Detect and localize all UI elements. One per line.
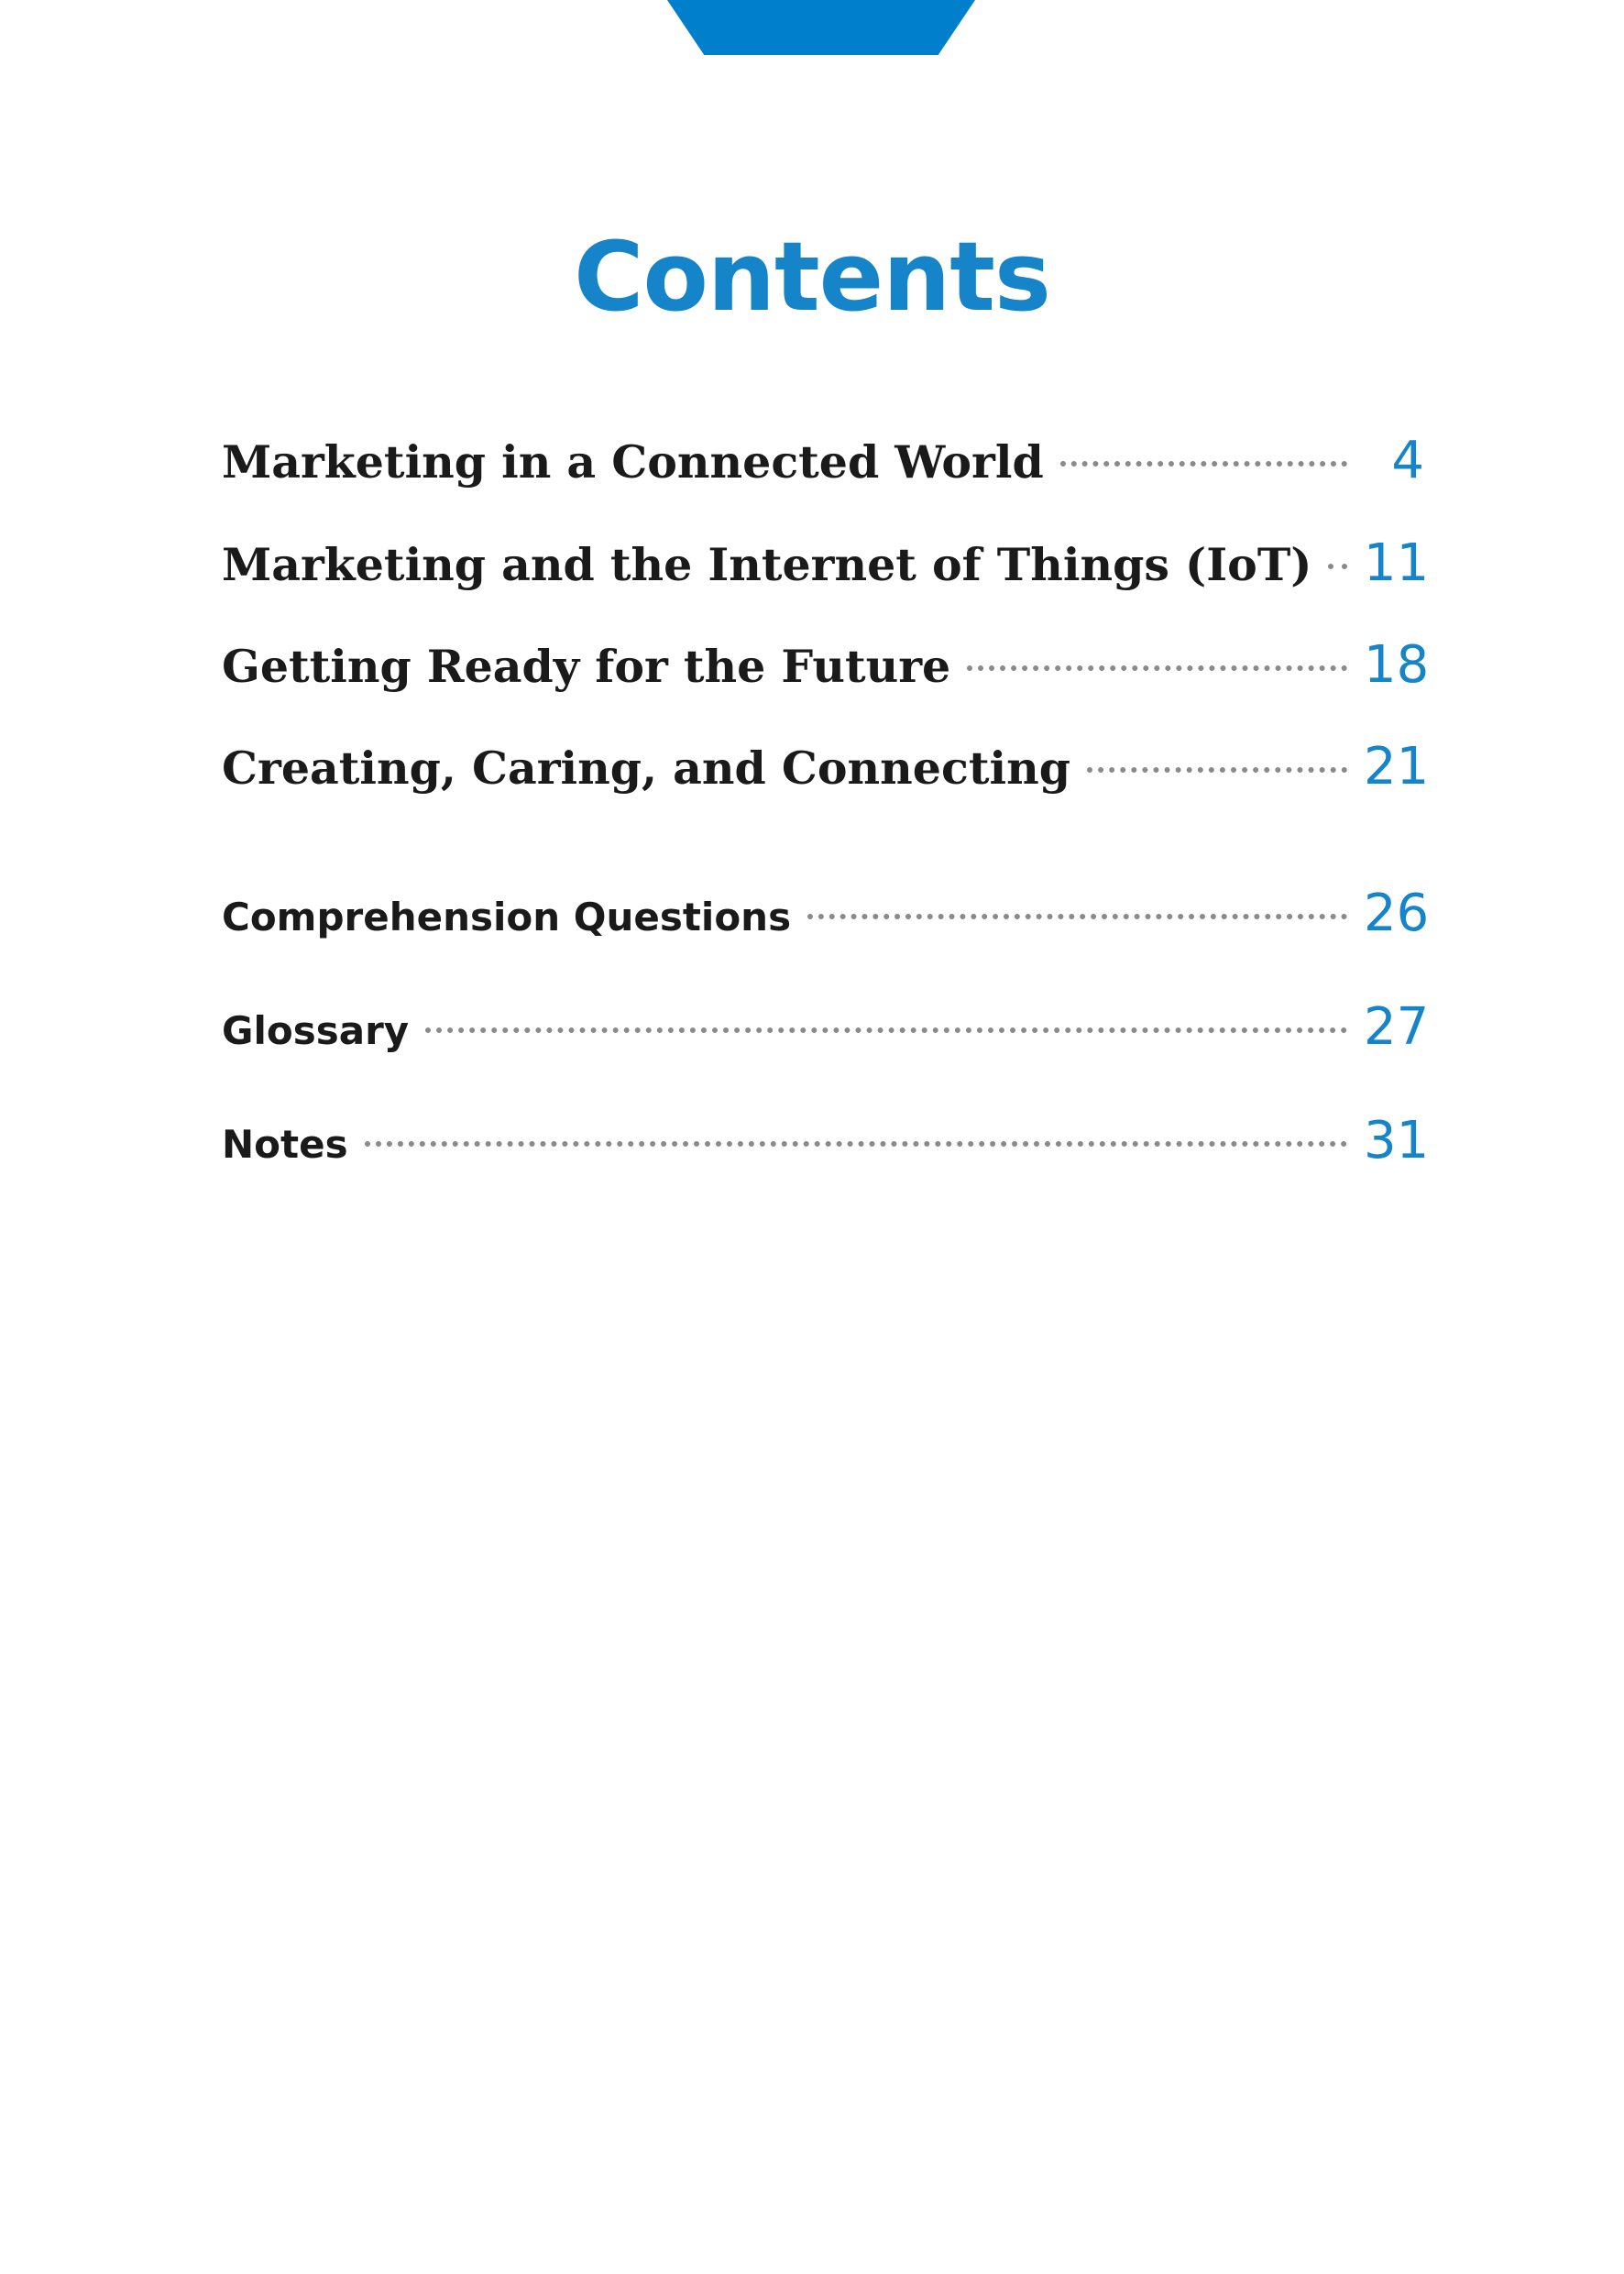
toc-page-number: 21 (1364, 737, 1430, 796)
dot-leader (365, 1141, 1347, 1147)
toc-entry-label: Glossary (222, 1008, 410, 1053)
toc-entry-chapter[interactable] (222, 737, 1430, 796)
toc-page-number: 26 (1364, 884, 1430, 943)
toc-entry-label: Comprehension Questions (222, 895, 792, 939)
page-title: Contents (574, 221, 1050, 333)
toc-entry-label: Marketing and the Internet of Things (IoT) (222, 538, 1312, 591)
dot-leader (1328, 564, 1347, 569)
toc-page-number: 27 (1364, 997, 1430, 1057)
toc-entry-label: Marketing in a Connected World (222, 435, 1044, 489)
toc-page-number: 4 (1391, 431, 1424, 490)
toc-entry-back-matter[interactable] (222, 997, 1430, 1057)
toc-entry-chapter[interactable] (222, 431, 1424, 490)
toc-entry-chapter[interactable] (222, 635, 1430, 695)
toc-entry-label: Getting Ready for the Future (222, 640, 951, 693)
dot-leader (1060, 461, 1347, 467)
toc-entry-label: Creating, Caring, and Connecting (222, 742, 1070, 795)
toc-entry-back-matter[interactable] (222, 884, 1430, 943)
toc-page-number: 18 (1364, 635, 1430, 695)
dot-leader (1087, 767, 1347, 773)
toc-page-number: 11 (1364, 533, 1430, 593)
toc-page-number: 31 (1364, 1111, 1430, 1170)
toc-entry-back-matter[interactable] (222, 1111, 1430, 1170)
dot-leader (967, 665, 1347, 671)
dot-leader (425, 1027, 1347, 1033)
header-tab-decoration (667, 0, 975, 55)
dot-leader (807, 914, 1347, 919)
toc-entry-label: Notes (222, 1122, 348, 1167)
toc-entry-chapter[interactable] (222, 533, 1430, 593)
